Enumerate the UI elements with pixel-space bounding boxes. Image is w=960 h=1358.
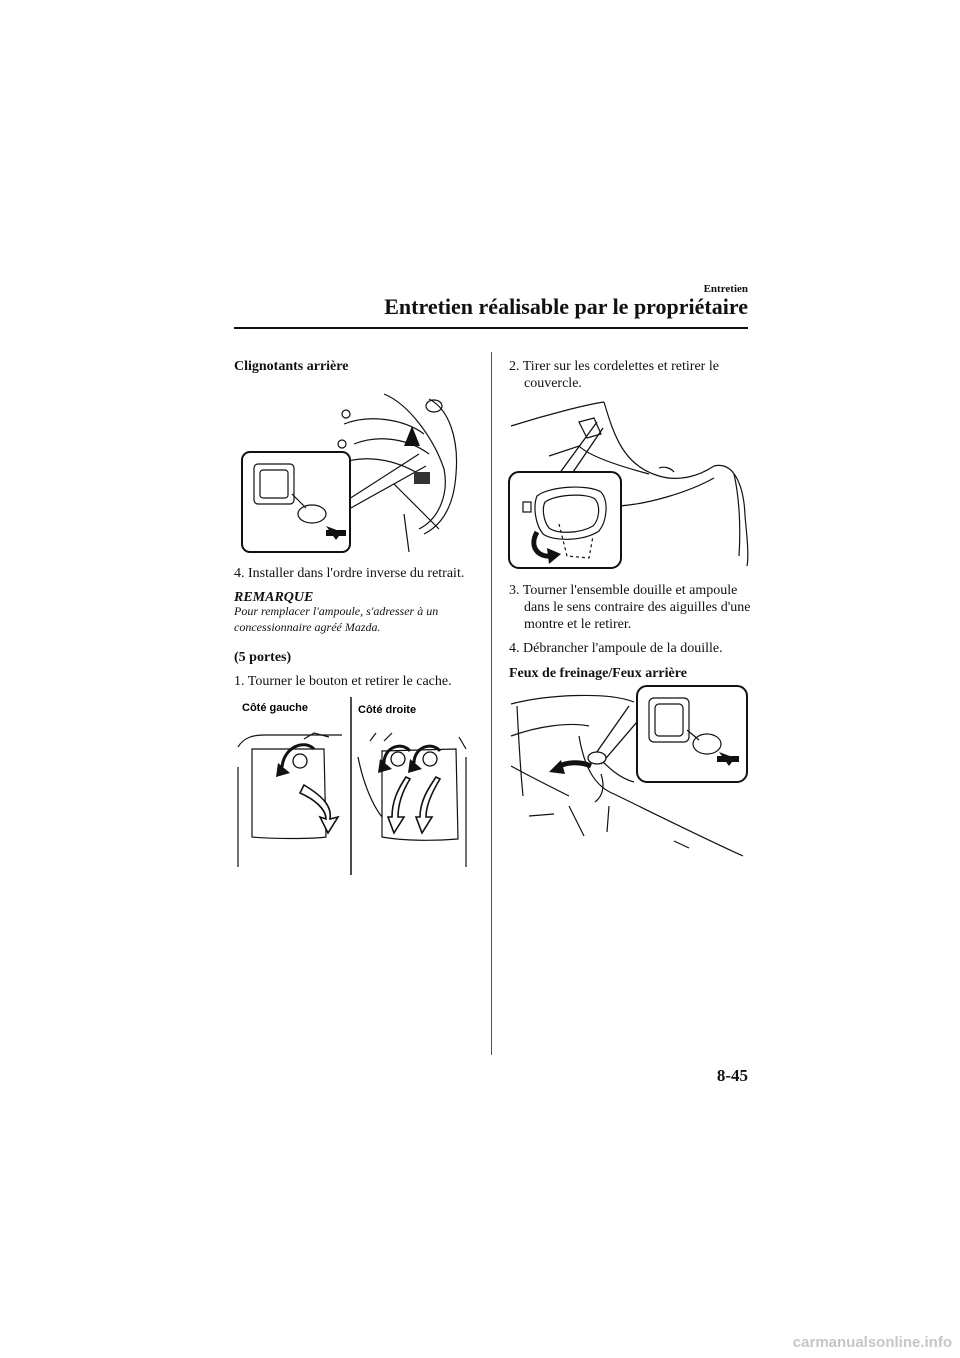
figure-rear-turn-signal bbox=[234, 384, 474, 554]
footer-watermark: carmanualsonline.info bbox=[792, 1334, 952, 1351]
figure-brake-tail-socket bbox=[509, 686, 749, 861]
left-step-4: 4. Installer dans l'ordre inverse du retrait. bbox=[234, 566, 465, 581]
label-left-side: Côté gauche bbox=[242, 702, 309, 714]
label-right-side: Côté droite bbox=[358, 704, 417, 716]
right-step-3: 3. Tourner l'ensemble douille et ampoule dans le sens contraire des aiguilles d'une montre et le retirer. bbox=[509, 583, 751, 632]
heading-brake-lights: Feux de freinage/Feux arrière bbox=[509, 666, 687, 681]
header-rule bbox=[234, 327, 748, 329]
section-label: Entretien bbox=[703, 283, 748, 295]
figure-remove-cover bbox=[509, 396, 749, 568]
column-divider bbox=[491, 352, 492, 1055]
heading-rear-turn-signals: Clignotants arrière bbox=[234, 359, 349, 374]
variant-5-doors: (5 portes) bbox=[234, 650, 292, 665]
note-text: Pour remplacer l'ampoule, s'adresser à un concessionnaire agréé Mazda. bbox=[234, 604, 439, 634]
chapter-title: Entretien réalisable par le propriétaire bbox=[384, 294, 748, 319]
figure-side-covers bbox=[234, 697, 474, 877]
right-step-2: 2. Tirer sur les cordelettes et retirer le couvercle. bbox=[509, 359, 719, 391]
note-title: REMARQUE bbox=[234, 590, 314, 605]
page-number: 8-45 bbox=[716, 1066, 748, 1085]
left-step-1: 1. Tourner le bouton et retirer le cache. bbox=[234, 674, 452, 689]
right-step-4: 4. Débrancher l'ampoule de la douille. bbox=[509, 641, 723, 656]
